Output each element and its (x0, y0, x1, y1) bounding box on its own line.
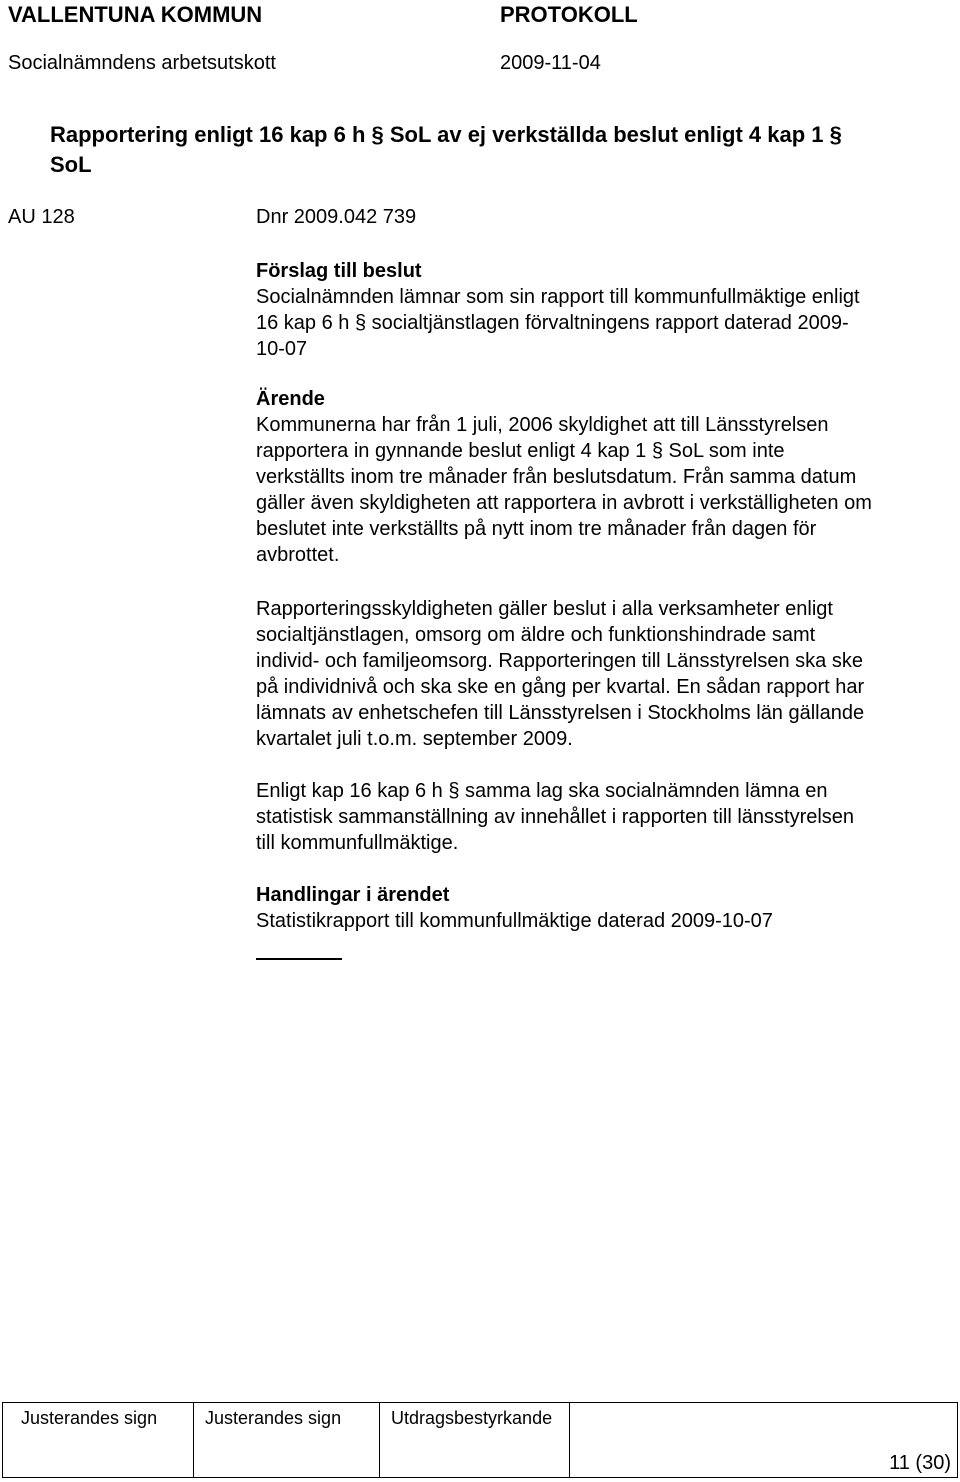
extract-label: Utdragsbestyrkande (391, 1408, 553, 1428)
sign-label: Justerandes sign (21, 1408, 158, 1428)
signature-footer (2, 1402, 958, 1478)
sign-label: Justerandes sign (205, 1408, 342, 1428)
committee-name: Socialnämndens arbetsutskott (8, 52, 276, 74)
matter-line: gäller även skyldigheten att rapportera in avbrott i verkställigheten om (256, 492, 872, 514)
municipality-name: VALLENTUNA KOMMUN (8, 2, 263, 27)
matter-line: individ- och familjeomsorg. Rapporteringen till Länsstyrelsen ska ske (256, 650, 863, 672)
sign-cell-1 (3, 1403, 194, 1477)
extract-cell (379, 1403, 570, 1477)
sign-cell-2 (193, 1403, 380, 1477)
dnr-number: Dnr 2009.042 739 (256, 206, 417, 228)
au-number: AU 128 (8, 206, 75, 228)
matter-line: statistisk sammanställning av innehållet i rapporten till länsstyrelsen (256, 806, 855, 828)
proposal-heading: Förslag till beslut (256, 260, 422, 282)
matter-line: lämnats av enhetschefen till Länsstyrelsen i Stockholms län gällande (256, 702, 865, 724)
matter-line: på individnivå och ska ske en gång per kvartal. En sådan rapport har (256, 676, 865, 698)
matter-line: rapportera in gynnande beslut enligt 4 kap 1 § SoL som inte (256, 440, 785, 462)
matter-section (256, 386, 956, 568)
section-title (50, 120, 950, 180)
meeting-date: 2009-11-04 (500, 52, 601, 74)
matter-line: Rapporteringsskyldigheten gäller beslut i alla verksamheter enligt (256, 598, 833, 620)
separator-line (256, 958, 342, 960)
matter-paragraph-3 (256, 778, 956, 856)
proposal-line: Socialnämnden lämnar som sin rapport till kommunfullmäktige enligt (256, 286, 860, 308)
matter-line: verkställts inom tre månader från beslutsdatum. Från samma datum (256, 466, 857, 488)
matter-paragraph-2 (256, 596, 956, 752)
matter-line: socialtjänstlagen, omsorg om äldre och funktionshindrade samt (256, 624, 816, 646)
documents-section (256, 882, 956, 934)
documents-heading: Handlingar i ärendet (256, 884, 450, 906)
matter-line: till kommunfullmäktige. (256, 832, 459, 854)
documents-item: Statistikrapport till kommunfullmäktige daterad 2009-10-07 (256, 910, 773, 932)
matter-line: Kommunerna har från 1 juli, 2006 skyldighet att till Länsstyrelsen (256, 414, 829, 436)
matter-line: beslutet inte verkställts på nytt inom tre månader från dagen för (256, 518, 817, 540)
title-line: Rapportering enligt 16 kap 6 h § SoL av ej verkställda beslut enligt 4 kap 1 § (50, 122, 842, 147)
document-type: PROTOKOLL (500, 2, 638, 27)
matter-line: kvartalet juli t.o.m. september 2009. (256, 728, 573, 750)
matter-line: avbrottet. (256, 544, 340, 566)
matter-heading: Ärende (256, 388, 325, 410)
proposal-section (256, 258, 956, 362)
page-number: 11 (30) (889, 1452, 951, 1474)
proposal-line: 16 kap 6 h § socialtjänstlagen förvaltningens rapport daterad 2009- (256, 312, 849, 334)
matter-line: Enligt kap 16 kap 6 h § samma lag ska socialnämnden lämna en (256, 780, 828, 802)
title-line: SoL (50, 152, 92, 177)
proposal-line: 10-07 (256, 338, 308, 360)
